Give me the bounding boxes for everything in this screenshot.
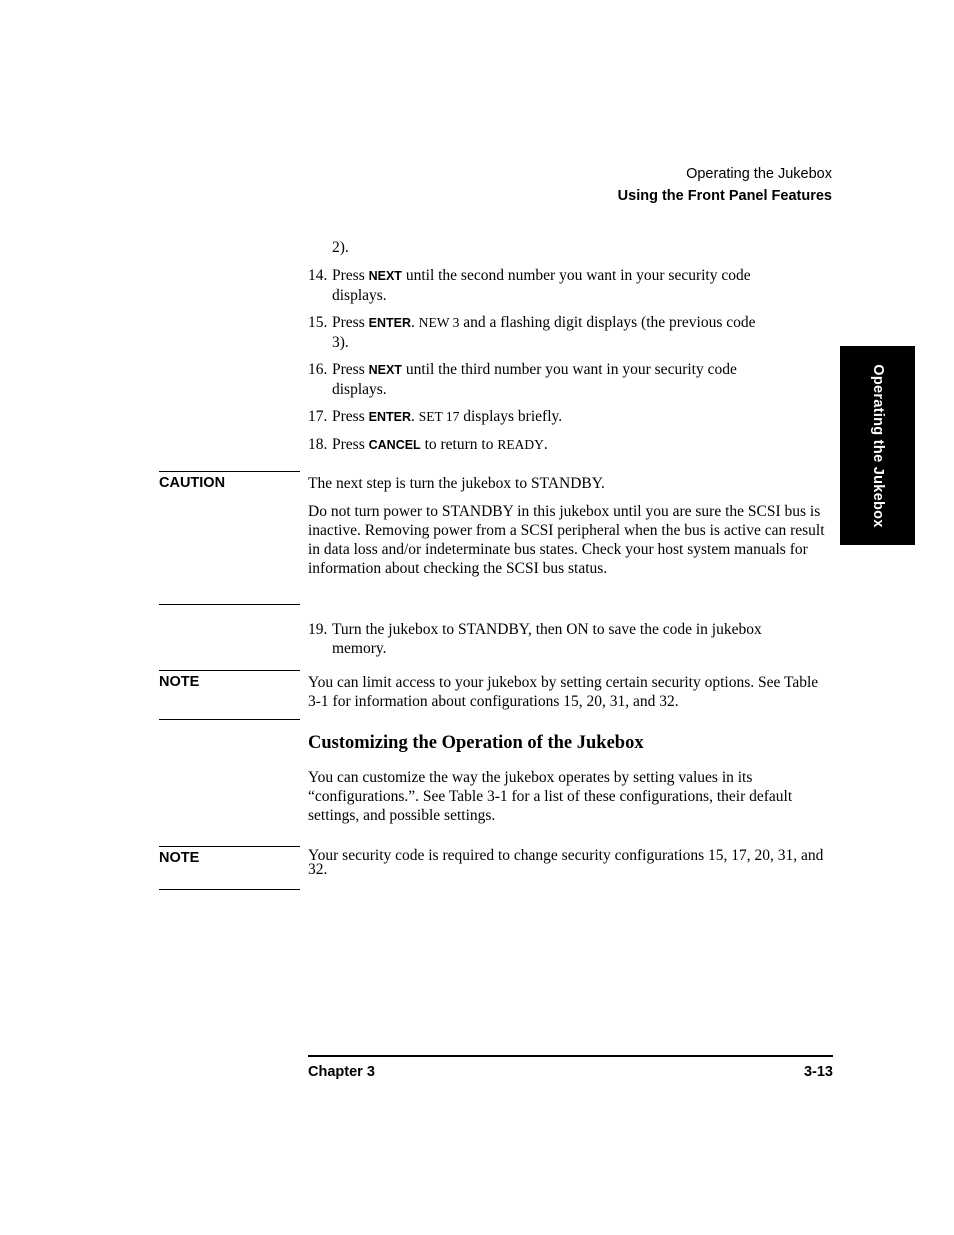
key-enter: ENTER bbox=[368, 316, 411, 330]
key-next: NEXT bbox=[368, 269, 402, 283]
caution-para-2: Do not turn power to STANDBY in this jukebox until you are sure the SCSI bus is inactive. Removing power from a SCSI peripheral when the bus is active can result in data loss and/or indeterminate bus states. Check your host system manuals for information about checking the SCSI bus status. bbox=[308, 503, 825, 577]
step-number: 16. bbox=[308, 361, 328, 378]
continuation-text: 2). bbox=[332, 239, 349, 256]
note-1-text: You can limit access to your jukebox by setting certain security options. See Table 3-1 for information about configurations 15, 20, 31, and 32. bbox=[308, 674, 819, 710]
key-enter: ENTER bbox=[368, 410, 411, 424]
display-readout: READY bbox=[497, 437, 544, 452]
display-readout: SET 17 bbox=[418, 409, 460, 424]
caution-para-1: The next step is turn the jukebox to STANDBY. bbox=[308, 475, 605, 492]
chapter-thumb-tab bbox=[840, 346, 915, 545]
caution-label: CAUTION bbox=[159, 475, 226, 491]
step-19: 19. Turn the jukebox to STANDBY, then ON to save the code in jukebox memory. bbox=[308, 621, 762, 657]
note-1-top-rule bbox=[159, 670, 300, 671]
caution-bottom-rule bbox=[159, 604, 300, 605]
step-number: 18. bbox=[308, 436, 328, 453]
page-number: 3-13 bbox=[803, 1064, 833, 1080]
note-1-bottom-rule bbox=[159, 719, 300, 720]
running-header-section: Using the Front Panel Features bbox=[617, 188, 832, 204]
caution-top-rule bbox=[159, 471, 300, 472]
note-1-label: NOTE bbox=[159, 674, 200, 690]
note-2-label: NOTE bbox=[159, 850, 200, 866]
step-number: 19. bbox=[308, 621, 328, 638]
section-heading: Customizing the Operation of the Jukebox bbox=[308, 733, 644, 753]
step-18: 18. Press CANCEL to return to READY. bbox=[308, 436, 548, 453]
note-2-text: Your security code is required to change security configurations 15, 17, 20, 31, and 32. bbox=[308, 847, 824, 878]
chapter-thumb-tab-label: Operating the Jukebox bbox=[869, 363, 886, 528]
note-2-top-rule bbox=[159, 846, 300, 847]
display-readout: NEW 3 bbox=[418, 315, 460, 330]
footer-chapter: Chapter 3 bbox=[308, 1064, 375, 1080]
section-paragraph: You can customize the way the jukebox operates by setting values in its “configurations.”. See Table 3-1 for a list of these configurations, their default settings, and possible settings. bbox=[308, 769, 793, 824]
key-cancel: CANCEL bbox=[368, 438, 421, 452]
key-next: NEXT bbox=[368, 363, 402, 377]
step-15: 15. Press ENTER. NEW 3 and a flashing digit displays (the previous code 3). bbox=[308, 314, 756, 351]
step-number: 15. bbox=[308, 314, 328, 331]
step-number: 17. bbox=[308, 408, 328, 425]
step-number: 14. bbox=[308, 267, 328, 284]
running-header-chapter: Operating the Jukebox bbox=[686, 166, 832, 182]
step-16: 16. Press NEXT until the third number you want in your security code displays. bbox=[308, 361, 737, 398]
footer-rule bbox=[308, 1055, 833, 1057]
note-2-bottom-rule bbox=[159, 889, 300, 890]
step-14: 14. Press NEXT until the second number you want in your security code displays. bbox=[308, 267, 751, 304]
step-17: 17. Press ENTER. SET 17 displays briefly. bbox=[308, 408, 563, 425]
